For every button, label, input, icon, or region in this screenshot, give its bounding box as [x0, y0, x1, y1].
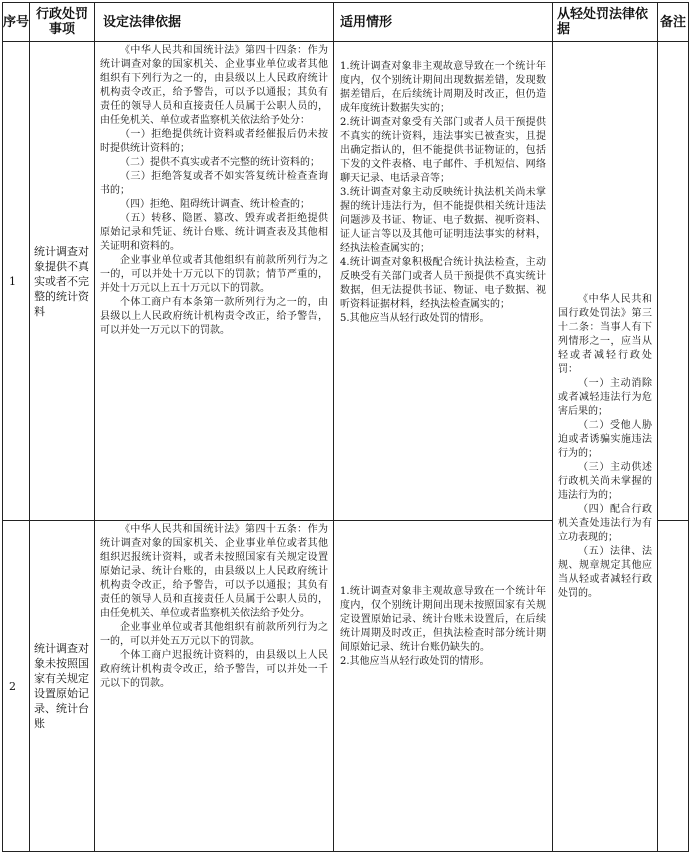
basis-paragraph: （二）提供不真实或者不完整的统计资料的； — [120, 157, 320, 168]
basis-paragraph: （一）拒绝提供统计资料或者经催报后仍未按时提供统计资料的； — [100, 129, 328, 154]
basis-paragraph: 企业事业单位或者其他组织有前款所列行为之一的，可以并处十万元以下的罚款；情节严重的，并处十万元以上五十万元以下的罚款。 — [100, 255, 328, 294]
header-cases: 适用情形 — [334, 3, 553, 42]
row-basis — [95, 42, 334, 521]
header-item: 行政处罚事项 — [30, 3, 95, 42]
header-lighter: 从轻处罚法律依据 — [553, 3, 658, 42]
case-item: 3.统计调查对象主动反映统计执法机关尚未掌握的统计违法行为，但不能提供相关统计违法问题涉及书证、物证、电子数据、视听资料、证人证言等以及其他可证明违法事实的材料，经执法检查属实的； — [340, 187, 546, 254]
header-basis: 设定法律依据 — [95, 3, 334, 42]
basis-paragraph: （五）转移、隐匿、篡改、毁弃或者拒绝提供原始记录和凭证、统计台账、统计调查表及其他相关证明和资料的。 — [100, 213, 328, 252]
row-note — [658, 42, 689, 521]
penalty-table — [2, 2, 689, 852]
row-no: 1 — [3, 42, 30, 521]
basis-paragraph: 企业事业单位或者其他组织有前款所列行为之一的，可以并处五万元以下的罚款。 — [100, 622, 328, 647]
lighter-paragraph: 《中华人民共和国行政处罚法》第三十二条：当事人有下列情形之一，应当从轻或者减轻行政处罚： — [558, 293, 652, 375]
row-item: 统计调查对象未按照国家有关规定设置原始记录、统计台账 — [30, 521, 95, 852]
row-note — [658, 521, 689, 852]
lighter-basis — [553, 42, 658, 852]
lighter-paragraph: （一）主动消除或者减轻违法行为危害后果的； — [558, 377, 652, 417]
lighter-paragraph: （五）法律、法规、规章规定其他应当从轻或者减轻行政处罚的。 — [558, 545, 652, 599]
basis-paragraph: 个体工商户有本条第一款所列行为之一的，由县级以上人民政府统计机构责令改正，给予警告，可以并处一万元以下的罚款。 — [100, 297, 328, 336]
case-item: 4.统计调查对象积极配合统计执法检查，主动反映受有关部门或者人员干预提供不真实统计数据，但无法提供书证、物证、电子数据、视听资料证据材料，经执法检查属实的； — [340, 257, 546, 310]
basis-paragraph: （四）拒绝、阻碍统计调查、统计检查的； — [120, 199, 310, 210]
case-item: 2.其他应当从轻行政处罚的情形。 — [340, 656, 490, 667]
case-item: 1.统计调查对象非主观故意导致在一个统计年度内，仅个别统计期间出现未按照国家有关规定设置原始记录、统计台账未设置后，在后续统计周期及时改正，但执法检查时部分统计期间原始记录、统计台账仍缺失的。 — [340, 586, 546, 653]
row-item: 统计调查对象提供不真实或者不完整的统计资料 — [30, 42, 95, 521]
header-no: 序号 — [3, 3, 30, 42]
row-cases — [334, 42, 553, 521]
row-no: 2 — [3, 521, 30, 852]
basis-paragraph: 《中华人民共和国统计法》第四十五条：作为统计调查对象的国家机关、企业事业单位或者其他组织迟报统计资料，或者未按照国家有关规定设置原始记录、统计台账的，由县级以上人民政府统计机构责令改正，给予警告，可以予以通报；其负有责任的领导人员和直接责任人员属于公职人员的，由任免机关、单位或者监察机关依法给予处分。 — [100, 524, 328, 619]
table-row — [3, 42, 689, 521]
row-basis — [95, 521, 334, 852]
row-cases — [334, 521, 553, 852]
case-item: 2.统计调查对象受有关部门或者人员干预提供不真实的统计资料，违法事实已被查实，且提出确定指认的，但不能提供书证物证的，包括下发的文件表格、电子邮件、手机短信、网络聊天记录、电话录音等； — [340, 117, 546, 184]
basis-paragraph: 个体工商户迟报统计资料的，由县级以上人民政府统计机构责令改正，给予警告，可以并处一千元以下的罚款。 — [100, 650, 328, 689]
header-note: 备注 — [658, 3, 689, 42]
lighter-paragraph: （二）受他人胁迫或者诱骗实施违法行为的； — [558, 419, 652, 459]
basis-paragraph: 《中华人民共和国统计法》第四十四条：作为统计调查对象的国家机关、企业事业单位或者其他组织有下列行为之一的，由县级以上人民政府统计机构责令改正，给予警告，可以予以通报；其负有责任的领导人员和直接责任人员属于公职人员的，由任免机关、单位或者监察机关依法给予处分： — [100, 45, 328, 126]
lighter-paragraph: （四）配合行政机关查处违法行为有立功表现的； — [558, 503, 652, 543]
case-item: 5.其他应当从轻行政处罚的情形。 — [340, 313, 490, 324]
lighter-paragraph: （三）主动供述行政机关尚未掌握的违法行为的； — [558, 461, 652, 501]
basis-paragraph: （三）拒绝答复或者不如实答复统计检查查询书的； — [100, 171, 328, 196]
header-row — [3, 3, 689, 42]
case-item: 1.统计调查对象非主观故意导致在一个统计年度内，仅个别统计期间出现数据差错，发现数据差错后，在后续统计周期及时改正，但仍造成年度统计数据失实的； — [340, 61, 546, 114]
